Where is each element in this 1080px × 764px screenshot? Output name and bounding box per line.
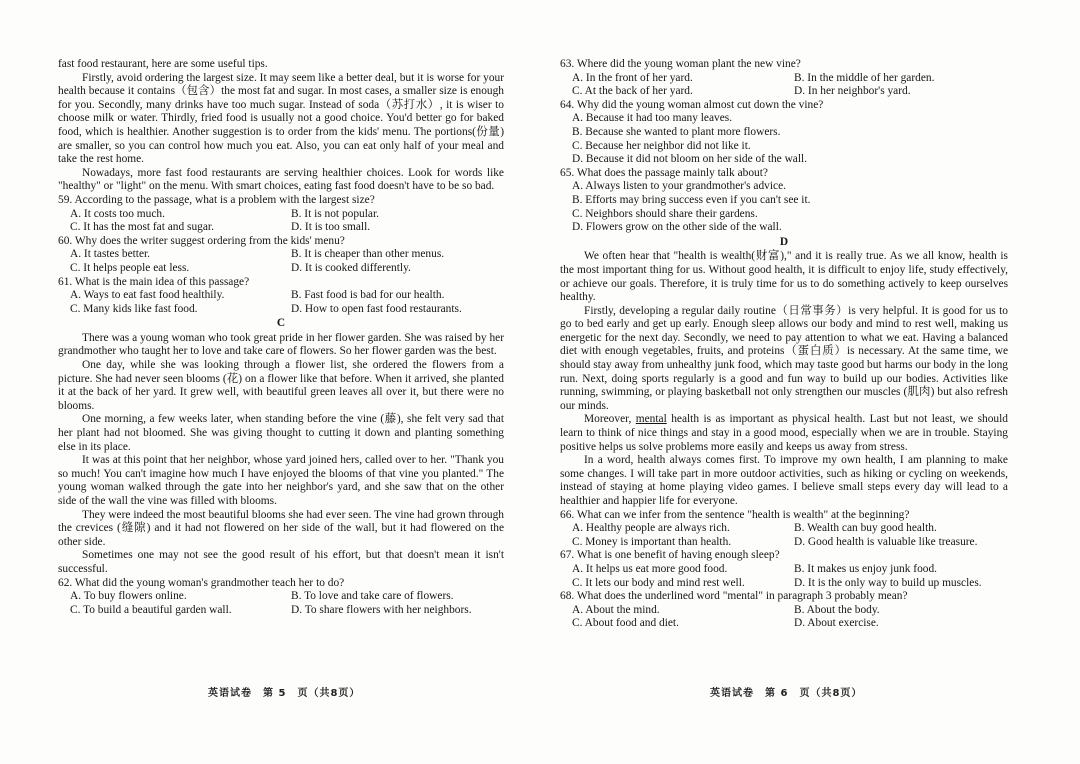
question-60-options — [58, 248, 504, 275]
passage-c-paragraph: One day, while she was looking through a flower list, she ordered the flowers from a picture. She had never seen blooms (花) on a flower like that before. When it arrived, she planted it at the back of her yard. It grew well, with beautiful green leaves all over it, but there were no blooms. — [58, 359, 504, 412]
option-d: D. Because it did not bloom on her side of the wall. — [572, 153, 808, 166]
passage-b-paragraph: Nowadays, more fast food restaurants are serving healthier choices. Look for words like "healthy" or "light" on the menu. With smart choices, eating fast food doesn't have to be so bad. — [58, 166, 504, 193]
option-a: A. Healthy people are always rich. — [572, 522, 730, 535]
page-left — [58, 58, 504, 617]
option-b: B. It is cheaper than other menus. — [291, 248, 445, 261]
option-b: B. Fast food is bad for our health. — [291, 289, 445, 302]
option-c: C. Money is important than health. — [572, 535, 732, 548]
paragraph-text: health is as important as physical health. Last but not least, we should learn to think of nice things and stay in a good mood, especially when we are in trouble. Staying positive helps us solve problems more easily and keeps us away from stress. — [560, 413, 1008, 453]
option-a: A. Always listen to your grandmother's advice. — [572, 180, 787, 193]
option-c: C. It helps people eat less. — [70, 261, 190, 274]
question-66-options — [560, 522, 1008, 549]
option-b: B. It makes us enjoy junk food. — [794, 562, 938, 575]
option-b: B. Wealth can buy good health. — [794, 522, 937, 535]
option-a: A. Ways to eat fast food healthily. — [70, 289, 225, 302]
question-65-options — [560, 180, 1008, 234]
question-63: 63. Where did the young woman plant the new vine? — [560, 58, 801, 70]
option-b: B. About the body. — [794, 603, 880, 616]
option-c: C. Many kids like fast food. — [70, 302, 198, 315]
option-d: D. How to open fast food restaurants. — [291, 302, 462, 315]
question-68-options — [560, 604, 1008, 631]
option-d: D. In her neighbor's yard. — [794, 85, 911, 98]
option-b: B. Efforts may bring success even if you can't see it. — [572, 193, 811, 206]
option-d: D. Flowers grow on the other side of the wall. — [572, 221, 782, 234]
question-67-options — [560, 563, 1008, 590]
option-c: C. It has the most fat and sugar. — [70, 221, 214, 234]
passage-b-paragraph: Firstly, avoid ordering the largest size. It may seem like a better deal, but it is worse for your health because it contains（包含）the most fat and sugar. In most cases, a smaller size is enough for you. Secondly, many drinks have too much sugar. Instead of soda（苏打水）, it is wiser to choose milk or water. Thirdly, fried food is usually not a good choice. You'd better go for baked food, which is healthier. Another suggestion is to order from the kids' menu. The portions(份量) are smaller, so you can control how much you eat. Also, you can eat only half of your meal and take the rest home. — [58, 71, 504, 166]
option-b: B. To love and take care of flowers. — [291, 590, 454, 603]
option-c: C. Because her neighbor did not like it. — [572, 139, 751, 152]
option-d: D. It is the only way to build up muscles. — [794, 576, 982, 589]
option-a: A. It helps us eat more good food. — [572, 562, 728, 575]
option-b: B. In the middle of her garden. — [794, 71, 935, 84]
question-65: 65. What does the passage mainly talk about? — [560, 166, 768, 179]
option-a: A. In the front of her yard. — [572, 71, 693, 84]
question-63-options — [560, 72, 1008, 99]
question-60: 60. Why does the writer suggest ordering from the kids' menu? — [58, 234, 345, 247]
question-59: 59. According to the passage, what is a problem with the largest size? — [58, 193, 375, 206]
option-d: D. Good health is valuable like treasure. — [794, 535, 978, 548]
option-b: B. Because she wanted to plant more flowers. — [572, 125, 781, 138]
passage-b-tail: fast food restaurant, here are some useful tips. — [58, 58, 268, 70]
question-64-options — [560, 112, 1008, 166]
paragraph-text: Moreover, — [584, 413, 636, 426]
question-61: 61. What is the main idea of this passage? — [58, 275, 250, 288]
option-a: A. About the mind. — [572, 603, 660, 616]
passage-c-paragraph: There was a young woman who took great pride in her flower garden. She was raised by her grandmother who taught her to love and take care of flowers. So her flower garden was the best. — [58, 331, 504, 358]
option-a: A. Because it had too many leaves. — [572, 112, 733, 125]
passage-c-paragraph: They were indeed the most beautiful blooms she had ever seen. The vine had grown through the crevices (缝隙) and it had not flowered on her side of the wall, but it had flowered on the other side. — [58, 508, 504, 548]
option-d: D. It is cooked differently. — [291, 261, 411, 274]
option-d: D. It is too small. — [291, 221, 371, 234]
question-67: 67. What is one benefit of having enough sleep? — [560, 549, 780, 562]
option-c: C. About food and diet. — [572, 617, 679, 630]
passage-c-paragraph: Sometimes one may not see the good result of his effort, but that doesn't mean it isn't successful. — [58, 549, 504, 575]
option-d: D. About exercise. — [794, 617, 879, 630]
underlined-word: mental — [635, 413, 667, 426]
section-c-heading: C — [276, 317, 286, 330]
option-a: A. It costs too much. — [70, 207, 165, 220]
question-62: 62. What did the young woman's grandmother teach her to do? — [58, 576, 345, 589]
page-right — [560, 58, 1008, 631]
option-d: D. To share flowers with her neighbors. — [291, 603, 472, 616]
passage-c-paragraph: One morning, a few weeks later, when standing before the vine (藤), she felt very sad that her plant had not bloomed. She was giving thought to cutting it down and planting something else in its place. — [58, 413, 504, 453]
option-b: B. It is not popular. — [291, 207, 379, 220]
option-c: C. Neighbors should share their gardens. — [572, 207, 758, 220]
section-d-heading: D — [779, 235, 789, 248]
option-c: C. It lets our body and mind rest well. — [572, 576, 745, 589]
passage-d-paragraph — [560, 413, 1008, 454]
question-68: 68. What does the underlined word "mental" in paragraph 3 probably mean? — [560, 590, 908, 603]
option-c: C. At the back of her yard. — [572, 85, 693, 98]
question-59-options — [58, 208, 504, 235]
page-footer-right: 英语试卷 第 6 页（共8页） — [710, 688, 863, 699]
page-footer-left: 英语试卷 第 5 页（共8页） — [208, 688, 361, 699]
question-66: 66. What can we infer from the sentence "health is wealth" at the beginning? — [560, 508, 910, 521]
passage-d-paragraph: In a word, health always comes first. To improve my own health, I am planning to make some changes. I will take part in more outdoor activities, such as hiking or cycling on weekends, instead of staying at home playing video games. I believe small steps every day will lead to a healthier and happier life for everyone. — [560, 454, 1008, 507]
option-a: A. It tastes better. — [70, 248, 151, 261]
question-61-options — [58, 289, 504, 316]
passage-c-paragraph: It was at this point that her neighbor, whose yard joined hers, called over to her. "Thank you so much! You can't imagine how much I have enjoyed the blooms of that vine you planted." The young woman walked through the gate into her neighbor's yard, and she saw that on the other side of the wall the vine was filled with blooms. — [58, 454, 504, 507]
question-64: 64. Why did the young woman almost cut down the vine? — [560, 98, 824, 111]
passage-d-paragraph: We often hear that "health is wealth(财富)," and it is really true. As we all know, health is the most important thing for us. Without good health, it is difficult to enjoy life, study effectively, or achieve our goals. Therefore, it is truly time for us to do something actively to keep ourselves healthy. — [560, 250, 1008, 304]
passage-d-paragraph: Firstly, developing a regular daily routine（日常事务）is very helpful. It is good for us to go to bed early and get up early. Enough sleep allows our body and mind to rest well, making us energetic for the next day. Secondly, we need to pay attention to what we eat. Having a balanced diet with enough vegetables, fruits, and proteins（蛋白质）is necessary. At the same time, we should stay away from unhealthy junk food, which may taste good but harms our body in the long run. Next, doing sports regularly is a good and fun way to build up our bodies. Activities like running, swimming, or playing basketball not only strengthen our muscles (肌肉) but also refresh our minds. — [560, 304, 1008, 412]
option-c: C. To build a beautiful garden wall. — [70, 603, 232, 616]
question-62-options — [58, 590, 504, 617]
option-a: A. To buy flowers online. — [70, 590, 187, 603]
